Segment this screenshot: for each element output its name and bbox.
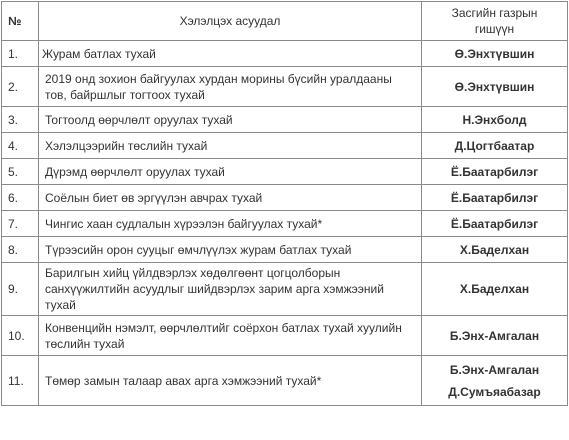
- row-issue: Чингис хаан судлалын хүрээлэн байгуулах тухай*: [39, 211, 422, 237]
- table-row: [2, 211, 568, 237]
- row-issue: Барилгын хийц үйлдвэрлэх хөдөлгөөнт цогцолборын санхүүжилтийн асуудлыг шийдвэрлэх зарим арга хэмжээний тухай: [39, 263, 422, 316]
- row-minister: [422, 237, 568, 263]
- minister-name: Х.Баделхан: [459, 282, 530, 296]
- minister-name: Ө.Энхтүвшин: [454, 79, 535, 94]
- row-number: 9.: [2, 263, 39, 316]
- table-row: [2, 185, 568, 211]
- row-issue: 2019 онд зохион байгуулах хурдан морины бүсийн уралдааны тов, байршлыг тогтоох тухай: [39, 67, 422, 107]
- table-row: [2, 159, 568, 185]
- table-row: [2, 356, 568, 406]
- agenda-table: [1, 1, 568, 406]
- table-row: [2, 263, 568, 316]
- row-issue: Соёлын биет өв эргүүлэн авчрах тухай: [39, 185, 422, 211]
- row-number: 6.: [2, 185, 39, 211]
- table-row: [2, 316, 568, 356]
- row-minister: [422, 41, 568, 67]
- minister-name: Б.Энх-Амгалан: [449, 362, 540, 377]
- minister-name: Ё.Баатарбилэг: [450, 216, 539, 231]
- row-number: 7.: [2, 211, 39, 237]
- row-number: 5.: [2, 159, 39, 185]
- row-number: 3.: [2, 107, 39, 133]
- row-issue: Төмөр замын талаар авах арга хэмжээний тухай*: [39, 356, 422, 406]
- row-number: 2.: [2, 67, 39, 107]
- table-row: [2, 41, 568, 67]
- row-minister: [422, 185, 568, 211]
- table-row: [2, 133, 568, 159]
- header-minister-line1: Засгийн газрын: [451, 6, 538, 20]
- header-issue: Хэлэлцэх асуудал: [39, 2, 422, 41]
- header-number: №: [2, 2, 39, 41]
- row-issue: Журам батлах тухай: [39, 41, 422, 67]
- row-issue: Түрээсийн орон сууцыг өмчлүүлэх журам батлах тухай: [39, 237, 422, 263]
- row-issue: Тогтоолд өөрчлөлт оруулах тухай: [39, 107, 422, 133]
- minister-name: Д.Цогтбаатар: [454, 138, 535, 153]
- minister-name: Н.Энхболд: [462, 112, 527, 127]
- row-number: 8.: [2, 237, 39, 263]
- row-issue: Конвенцийн нэмэлт, өөрчлөлтийг соёрхон батлах тухай хуулийн төслийн тухай: [39, 316, 422, 356]
- minister-name: Х.Баделхан: [459, 242, 530, 257]
- minister-name: Д.Сумъяабазар: [448, 384, 541, 399]
- row-minister: [422, 159, 568, 185]
- row-issue: Хэлэлцээрийн төслийн тухай: [39, 133, 422, 159]
- row-number: 10.: [2, 316, 39, 356]
- header-minister-line2: гишүүн: [474, 22, 515, 36]
- row-number: 11.: [2, 356, 39, 406]
- header-minister: [422, 2, 568, 41]
- row-minister: [422, 316, 568, 356]
- minister-name: Ө.Энхтүвшин: [454, 46, 535, 61]
- row-minister: [422, 356, 568, 406]
- minister-name: Б.Энх-Амгалан: [449, 328, 540, 343]
- table-row: [2, 107, 568, 133]
- row-minister: [422, 133, 568, 159]
- table-row: [2, 67, 568, 107]
- minister-name: Ё.Баатарбилэг: [450, 190, 539, 205]
- minister-name: Ё.Баатарбилэг: [450, 164, 539, 179]
- row-number: 1.: [2, 41, 39, 67]
- row-minister: [422, 211, 568, 237]
- row-minister: [422, 107, 568, 133]
- row-number: 4.: [2, 133, 39, 159]
- row-minister: [422, 67, 568, 107]
- table-header-row: [2, 2, 568, 41]
- row-minister: [422, 263, 568, 316]
- table-row: [2, 237, 568, 263]
- row-issue: Дүрэмд өөрчлөлт оруулах тухай: [39, 159, 422, 185]
